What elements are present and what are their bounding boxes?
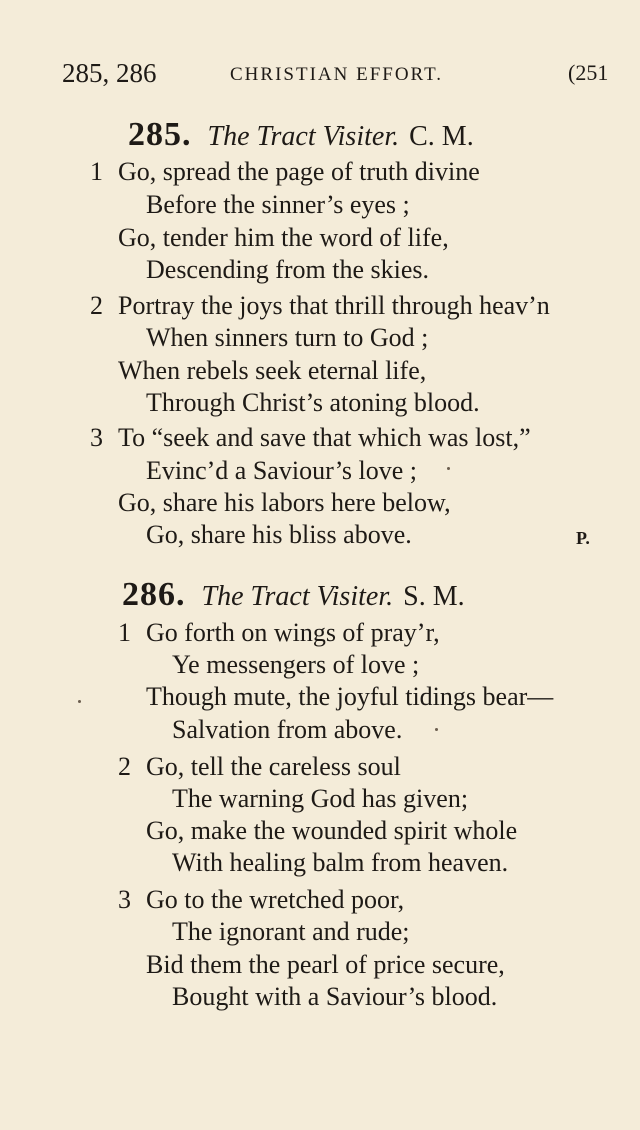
verse-line: Go, spread the page of truth divine (118, 157, 480, 186)
ink-speck (447, 467, 450, 470)
author-mark: P. (576, 528, 590, 548)
stanza-number: 2 (118, 752, 131, 781)
verse-line: Through Christ’s atoning blood. (146, 388, 480, 417)
verse-line: Go, make the wounded spirit whole (146, 816, 518, 845)
verse-line: Bought with a Saviour’s blood. (172, 982, 498, 1011)
verse-line: With healing balm from heaven. (172, 848, 509, 877)
verse-line: Evinc’d a Saviour’s love ; (146, 456, 418, 485)
verse-line: Though mute, the joyful tidings bear— (146, 682, 554, 711)
stanza-number: 1 (90, 157, 103, 186)
verse-line: Descending from the skies. (146, 255, 430, 284)
verse-line: When sinners turn to God ; (146, 323, 429, 352)
verse-line: Go forth on wings of pray’r, (146, 618, 440, 647)
header-section-title: CHRISTIAN EFFORT. (230, 64, 444, 85)
hymn-285-title: The Tract Visiter. (207, 121, 400, 152)
verse-line: Salvation from above. (172, 715, 403, 744)
stanza-number: 2 (90, 291, 103, 320)
ink-speck (435, 728, 438, 731)
verse-line: Before the sinner’s eyes ; (146, 190, 410, 219)
hymn-286-heading (122, 576, 465, 614)
hymn-285-heading (128, 116, 474, 154)
verse-line: The ignorant and rude; (172, 917, 410, 946)
ink-speck (78, 700, 81, 703)
hymn-285-meter: C. M. (409, 121, 474, 152)
header-page-number: (251 (568, 60, 609, 85)
running-header (0, 58, 640, 94)
stanza-number: 1 (118, 618, 131, 647)
verse-line: Go, tell the careless soul (146, 752, 401, 781)
stanza-number: 3 (90, 423, 103, 452)
stanza-number: 3 (118, 885, 131, 914)
verse-line: Go, tender him the word of life, (118, 223, 449, 252)
verse-line: Go, share his bliss above. (146, 520, 412, 549)
verse-line: Go to the wretched poor, (146, 885, 405, 914)
header-hymn-numbers: 285, 286 (62, 58, 157, 88)
hymn-286-meter: S. M. (403, 581, 465, 612)
hymn-285-number: 285. (128, 116, 192, 153)
verse-line: The warning God has given; (172, 784, 469, 813)
verse-line: Ye messengers of love ; (172, 650, 420, 679)
verse-line: Go, share his labors here below, (118, 488, 451, 517)
verse-line: Portray the joys that thrill through heav’n (118, 291, 550, 320)
verse-line: To “seek and save that which was lost,” (118, 423, 531, 452)
verse-line: When rebels seek eternal life, (118, 356, 427, 385)
hymn-286-title: The Tract Visiter. (201, 581, 394, 612)
verse-line: Bid them the pearl of price secure, (146, 950, 505, 979)
hymn-286-number: 286. (122, 576, 186, 613)
